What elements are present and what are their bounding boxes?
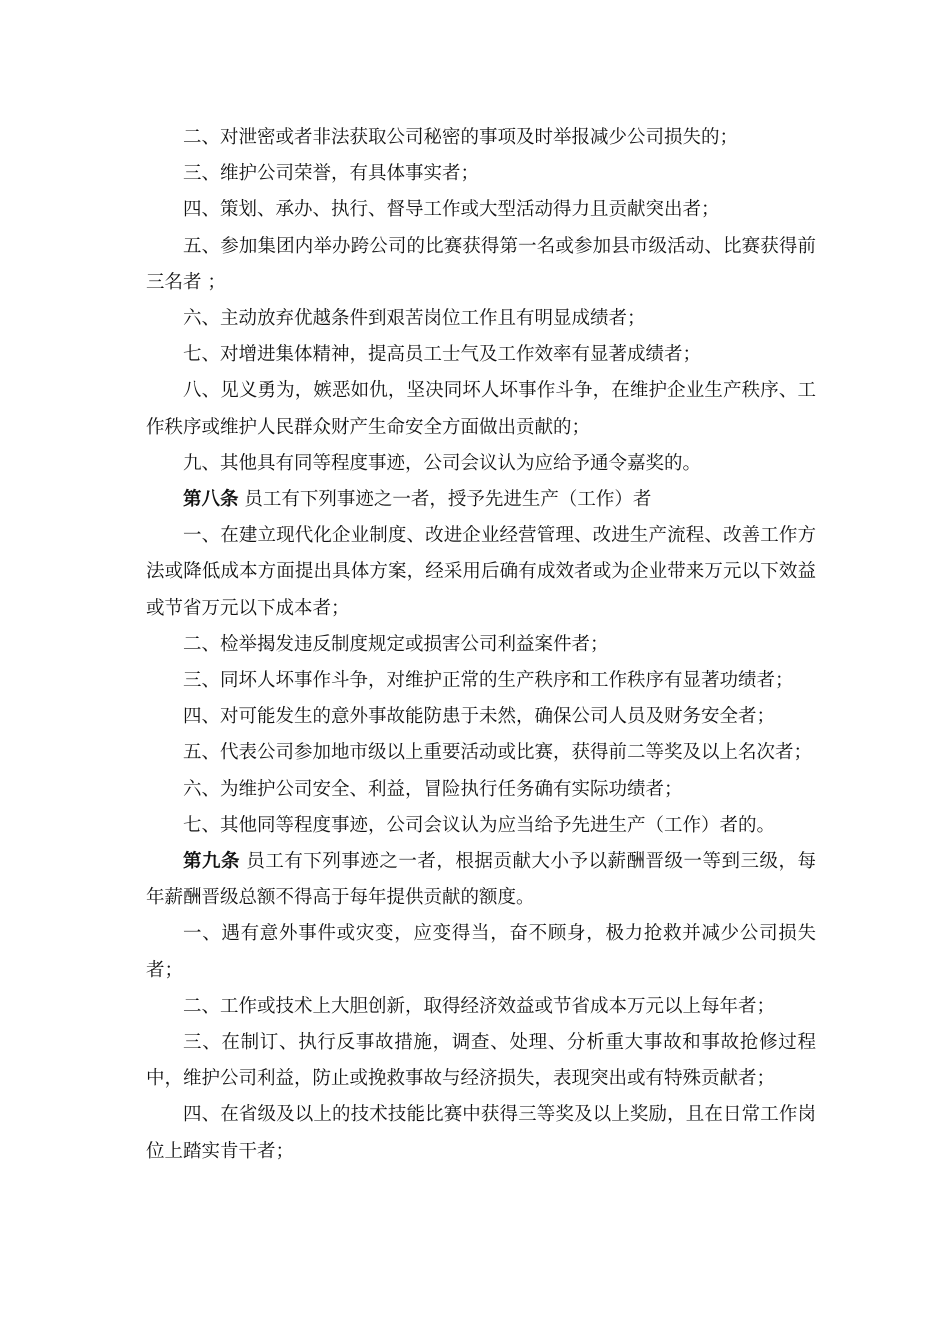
paragraph: 二、工作或技术上大胆创新，取得经济效益或节省成本万元以上每年者； [183, 995, 776, 1017]
paragraph: 六、主动放弃优越条件到艰苦岗位工作且有明显成绩者； [183, 308, 646, 330]
paragraph: 五、参加集团内举办跨公司的比赛获得第一名或参加县市级活动、比赛获得前三名者 ； [146, 235, 816, 293]
paragraph: 七、对增进集体精神，提高员工士气及工作效率有显著成绩者； [183, 344, 702, 366]
paragraph: 四、策划、承办、执行、督导工作或大型活动得力且贡献突出者； [183, 199, 720, 221]
paragraph: 三、同坏人坏事作斗争，对维护正常的生产秩序和工作秩序有显著功绩者； [183, 670, 794, 692]
paragraph: 二、对泄密或者非法获取公司秘密的事项及时举报减少公司损失的； [183, 127, 739, 148]
document-body [146, 120, 816, 1170]
paragraph: 一、遇有意外事件或灾变，应变得当，奋不顾身，极力抢救并减少公司损失者； [146, 923, 816, 981]
article-paragraph [146, 844, 816, 916]
article-title: 第九条 [183, 851, 241, 873]
article-text: 员工有下列事迹之一者，根据贡献大小予以薪酬晋级一等到三级，每年薪酬晋级总额不得高于每年提供贡献的额度。 [146, 851, 816, 909]
paragraph: 七、其他同等程度事迹，公司会议认为应当给予先进生产（工作）者的。 [183, 814, 776, 836]
article-paragraph [146, 482, 816, 518]
paragraph: 三、维护公司荣誉，有具体事实者； [183, 163, 480, 185]
paragraph: 五、代表公司参加地市级以上重要活动或比赛，获得前二等奖及以上名次者； [183, 742, 813, 764]
paragraph: 八、见义勇为，嫉恶如仇，坚决同坏人坏事作斗争，在维护企业生产秩序、工作秩序或维护人民群众财产生命安全方面做出贡献的； [146, 380, 816, 438]
paragraph: 九、其他具有同等程度事迹，公司会议认为应给予通令嘉奖的。 [183, 452, 702, 474]
paragraph: 三、在制订、执行反事故措施，调查、处理、分析重大事故和事故抢修过程中，维护公司利益，防止或挽救事故与经济损失，表现突出或有特殊贡献者； [146, 1032, 816, 1090]
article-text: 员工有下列事迹之一者，授予先进生产（工作）者 [238, 489, 652, 511]
paragraph: 四、在省级及以上的技术技能比赛中获得三等奖及以上奖励，且在日常工作岗位上踏实肯干者； [146, 1104, 816, 1162]
paragraph: 六、为维护公司安全、利益，冒险执行任务确有实际功绩者； [183, 778, 683, 800]
paragraph: 四、对可能发生的意外事故能防患于未然，确保公司人员及财务安全者； [183, 706, 776, 728]
paragraph: 二、检举揭发违反制度规定或损害公司利益案件者； [183, 633, 609, 655]
article-title: 第八条 [183, 489, 239, 511]
paragraph: 一、在建立现代化企业制度、改进企业经营管理、改进生产流程、改善工作方法或降低成本方面提出具体方案，经采用后确有成效者或为企业带来万元以下效益或节省万元以下成本者； [146, 525, 816, 619]
